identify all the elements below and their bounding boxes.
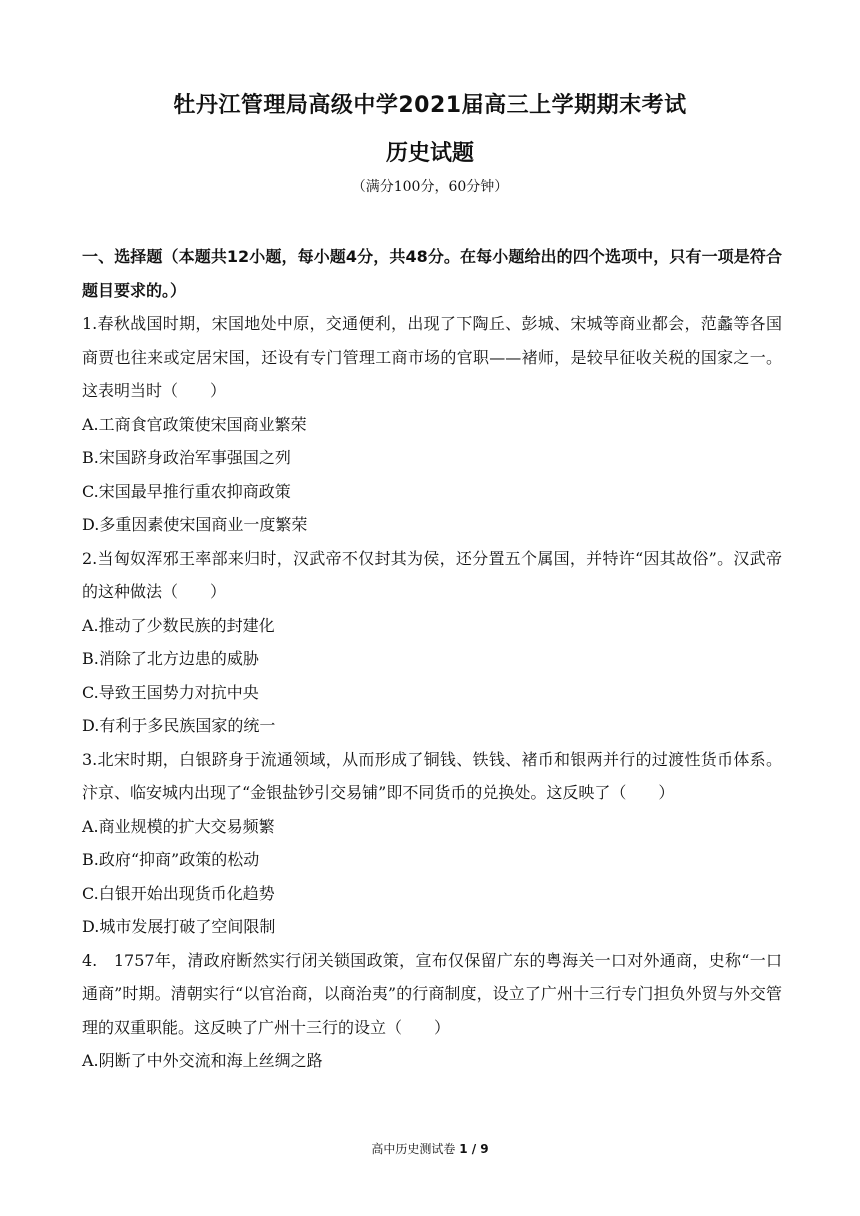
question-2-stem: 2.当匈奴浑邪王率部来归时，汉武帝不仅封其为侯，还分置五个属国，并特许“因其故俗”。汉武帝的这种做法（ ）: [82, 548, 782, 601]
question-2-option-c: C.导致王国势力对抗中央: [82, 682, 259, 702]
question-4-stem: 4. 1757年，清政府断然实行闭关锁国政策，宣布仅保留广东的粤海关一口对外通商，史称“一口通商”时期。清朝实行“以官治商，以商治夷”的行商制度，设立了广州十三行专门担负外贸与外交管理的双重职能。这反映了广州十三行的设立（ ）: [82, 950, 782, 1037]
question-1-option-a: A.工商食官政策使宋国商业繁荣: [82, 414, 307, 434]
question-4-option-a: A.阴断了中外交流和海上丝绸之路: [82, 1051, 323, 1070]
question-3-option-c: C.白银开始出现货币化趋势: [82, 883, 275, 903]
exam-body: [82, 240, 782, 1078]
question-3-option-d: D.城市发展打破了空间限制: [82, 917, 276, 936]
question-2-option-b: B.消除了北方边患的威胁: [82, 649, 259, 668]
exam-score-time: （满分100分，60分钟）: [351, 179, 509, 195]
question-1-stem: 1.春秋战国时期，宋国地处中原，交通便利，出现了下陶丘、彭城、宋城等商业都会，范蠡等各国商贾也往来或定居宋国，还设有专门管理工商市场的官职——褚师，是较早征收关税的国家之一。这表明当时（ ）: [82, 314, 782, 400]
question-3-stem: 3.北宋时期，白银跻身于流通领域，从而形成了铜钱、铁钱、褚币和银两并行的过渡性货币体系。汴京、临安城内出现了“金银盐钞引交易铺”即不同货币的兑换处。这反映了（ ）: [82, 749, 782, 802]
section-heading: 一、选择题（本题共12小题，每小题4分，共48分。在每小题给出的四个选项中，只有一项是符合题目要求的。）: [82, 247, 782, 300]
question-1-option-d: D.多重因素使宋国商业一度繁荣: [82, 515, 308, 534]
question-2-option-d: D.有利于多民族国家的统一: [82, 716, 276, 735]
question-1-option-c: C.宋国最早推行重农抑商政策: [82, 481, 291, 501]
question-3-option-a: A.商业规模的扩大交易频繁: [82, 816, 275, 836]
page-number: 1 / 9: [459, 1142, 489, 1156]
exam-subject-title: 历史试题: [385, 141, 474, 166]
question-1-option-b: B.宋国跻身政治军事强国之列: [82, 448, 291, 467]
exam-title: 牡丹江管理局高级中学2021届高三上学期期末考试: [173, 93, 687, 118]
footer-label: 高中历史测试卷: [371, 1142, 456, 1156]
question-3-option-b: B.政府“抑商”政策的松动: [82, 850, 260, 869]
question-2-option-a: A.推动了少数民族的封建化: [82, 615, 275, 635]
page-footer: [0, 1140, 860, 1157]
